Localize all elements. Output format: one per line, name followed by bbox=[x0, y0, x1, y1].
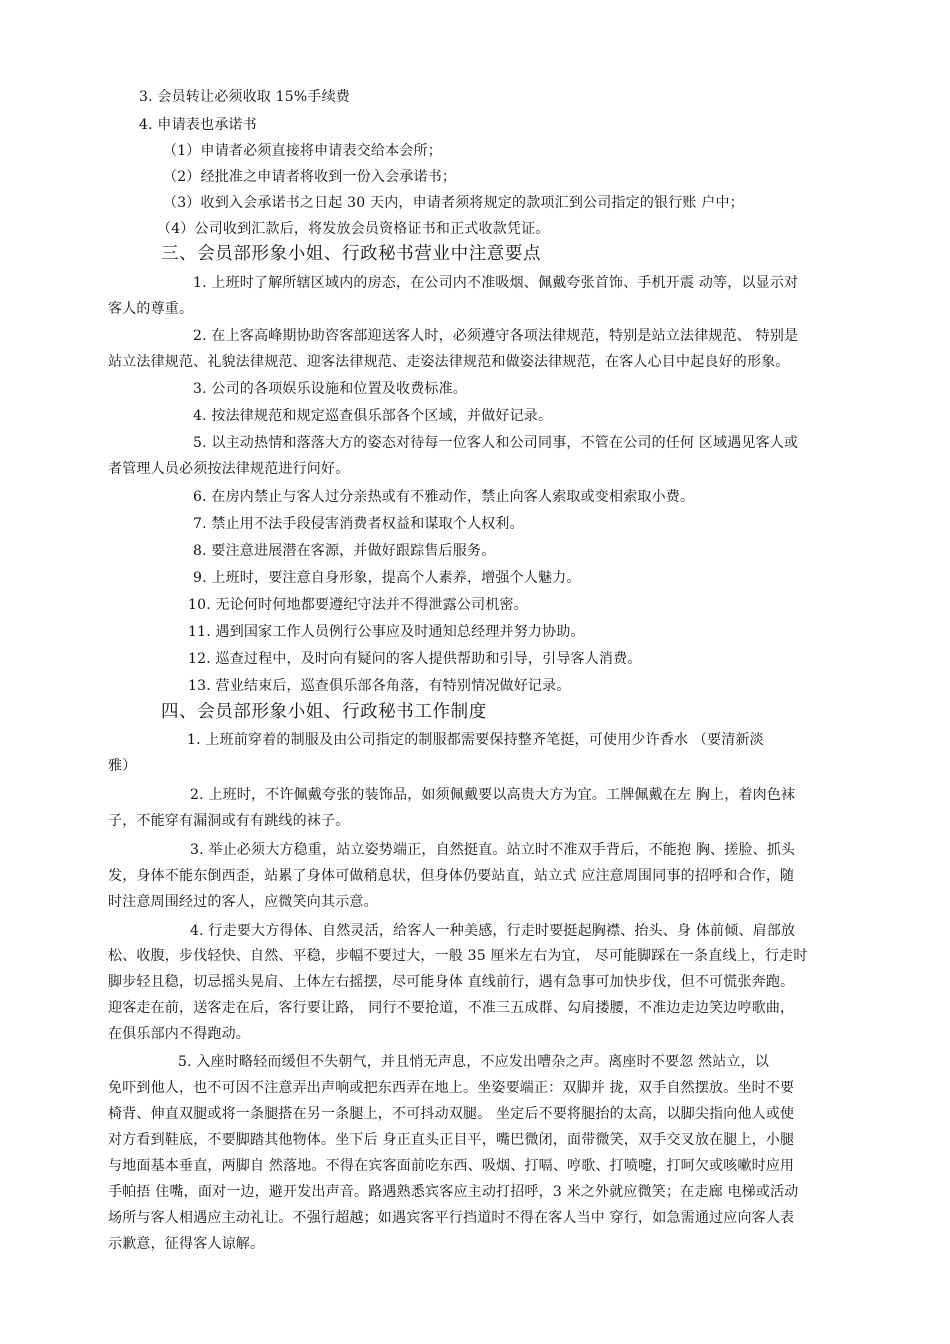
s4-line: 场所与客人相遇应主动礼让。不强行超越；如遇宾客平行挡道时不得在客人当中 穿行，如急需通过应向客人表 bbox=[108, 1210, 795, 1226]
s3-line: 7. 禁止用不法手段侵害消费者权益和谋取个人权利。 bbox=[193, 516, 524, 532]
s4-line: 手帕捂 住嘴，面对一边，避开发出声音。路遇熟悉宾客应主动打招呼，3 米之外就应微笑；在走廊 电梯或活动 bbox=[108, 1184, 799, 1200]
s4-line: 子，不能穿有漏洞或有有跳线的袜子。 bbox=[108, 813, 350, 829]
s4-line: 5. 入座时略轻而缓但不失朝气，并且悄无声息，不应发出嘈杂之声。离座时不要忽 然站立，以 bbox=[178, 1054, 770, 1070]
s4-line: 与地面基本垂直，两脚自 然落地。不得在宾客面前吃东西、吸烟、打嗝、哼歌、打喷嚏，打呵欠或咳嗽时应用 bbox=[108, 1158, 795, 1174]
s4-line: 免吓到他人，也不可因不注意弄出声响或把东西弄在地上。坐姿要端正：双脚并 拢，双手自然摆放。坐时不要 bbox=[108, 1080, 795, 1096]
s4-line: 发，身体不能东倒西歪，站累了身体可做稍息状，但身体仍要站直，站立式 应注意周围同事的招呼和合作，随 bbox=[108, 868, 795, 884]
membership-item-4: 4. 申请表也承诺书 bbox=[139, 117, 257, 133]
s3-line: 站立法律规范、礼貌法律规范、迎客法律规范、走姿法律规范和做姿法律规范，在客人心目中起良好的形象。 bbox=[108, 354, 790, 370]
s3-line: 者管理人员必须按法律规范进行问好。 bbox=[108, 461, 350, 477]
s4-line: 3. 举止必须大方稳重，站立姿势端正，自然挺直。站立时不准双手背后，不能抱 胸、搓脸、抓头 bbox=[190, 842, 796, 858]
membership-item-3: 3. 会员转让必须收取 15%手续费 bbox=[139, 89, 350, 105]
s4-line: 脚步轻且稳，切忌摇头晃肩、上体左右摇摆，尽可能身体 直线前行，遇有急事可加快步伐，但不可慌张奔跑。 bbox=[108, 974, 795, 990]
s4-line: 示歉意，征得客人谅解。 bbox=[108, 1236, 265, 1252]
s3-line: 6. 在房内禁止与客人过分亲热或有不雅动作，禁止向客人索取或变相索取小费。 bbox=[193, 489, 695, 505]
s4-line: 迎客走在前，送客走在后，客行要让路， 同行不要抢道，不准三五成群、勾肩搂腰，不准边走边笑边哼歌曲， bbox=[108, 1000, 795, 1016]
s3-line: 1. 上班时了解所辖区域内的房态，在公司内不准吸烟、佩戴夸张首饰、手机开震 动等，以显示对 bbox=[193, 275, 799, 291]
membership-sub-1: （1）申请者必须直接将申请表交给本会所； bbox=[163, 143, 442, 159]
s4-line: 2. 上班时，不许佩戴夸张的装饰品，如须佩戴要以高贵大方为宜。工牌佩戴在左 胸上，着肉色袜 bbox=[190, 787, 796, 803]
s4-line: 4. 行走要大方得体、自然灵活，给客人一种美感，行走时要挺起胸襟、抬头、身 体前倾、肩部放 bbox=[190, 923, 796, 939]
s3-line: 10. 无论何时何地都要遵纪守法并不得泄露公司机密。 bbox=[188, 597, 528, 613]
s3-line: 13. 营业结束后，巡查俱乐部各角落，有特别情况做好记录。 bbox=[188, 678, 571, 694]
s3-line: 11. 遇到国家工作人员例行公事应及时通知总经理并努力协助。 bbox=[188, 624, 585, 640]
s3-line: 9. 上班时，要注意自身形象，提高个人素养，增强个人魅力。 bbox=[193, 570, 581, 586]
section-3-heading: 三、会员部形象小姐、行政秘书营业中注意要点 bbox=[161, 244, 542, 264]
membership-sub-4: （4）公司收到汇款后，将发放会员资格证书和正式收款凭证。 bbox=[157, 221, 550, 237]
s3-line: 12. 巡查过程中，及时向有疑问的客人提供帮助和引导，引导客人消费。 bbox=[188, 651, 642, 667]
section-4-heading: 四、会员部形象小姐、行政秘书工作制度 bbox=[161, 702, 487, 722]
membership-sub-3: （3）收到入会承诺书之日起 30 天内，申请者须将规定的款项汇到公司指定的银行账 户中； bbox=[163, 195, 744, 211]
s3-line: 3. 公司的各项娱乐设施和位置及收费标准。 bbox=[193, 381, 468, 397]
s3-line: 2. 在上客高峰期协助咨客部迎送客人时，必须遵守各项法律规范，特别是站立法律规范、 特别是 bbox=[193, 328, 799, 344]
s4-line: 对方看到鞋底，不要脚踏其他物体。坐下后 身正直头正目平，嘴巴微闭，面带微笑，双手交叉放在腿上，小腿 bbox=[108, 1132, 795, 1148]
s4-line: 1. 上班前穿着的制服及由公司指定的制服都需要保持整齐笔挺，可使用少许香水 （要清新淡 bbox=[187, 732, 764, 748]
s3-line: 客人的尊重。 bbox=[108, 301, 194, 317]
membership-sub-2: （2）经批准之申请者将收到一份入会承诺书； bbox=[163, 169, 457, 185]
s4-line: 松、收腹，步伐轻快、自然、平稳，步幅不要过大，一般 35 厘米左右为宜， 尽可能脚踩在一条直线上，行走时 bbox=[108, 948, 808, 964]
s3-line: 8. 要注意进展潜在客源，并做好跟踪售后服务。 bbox=[193, 543, 496, 559]
s4-line: 雅） bbox=[108, 758, 137, 774]
s4-line: 在俱乐部内不得跑动。 bbox=[108, 1026, 250, 1042]
s3-line: 4. 按法律规范和规定巡查俱乐部各个区域，并做好记录。 bbox=[193, 408, 553, 424]
s3-line: 5. 以主动热情和落落大方的姿态对待每一位客人和公司同事，不管在公司的任何 区域遇见客人或 bbox=[193, 435, 799, 451]
s4-line: 椅背、伸直双腿或将一条腿搭在另一条腿上，不可抖动双腿。 坐定后不要将腿抬的太高，以脚尖指向他人或使 bbox=[108, 1106, 795, 1122]
s4-line: 时注意周围经过的客人，应微笑向其示意。 bbox=[108, 894, 378, 910]
